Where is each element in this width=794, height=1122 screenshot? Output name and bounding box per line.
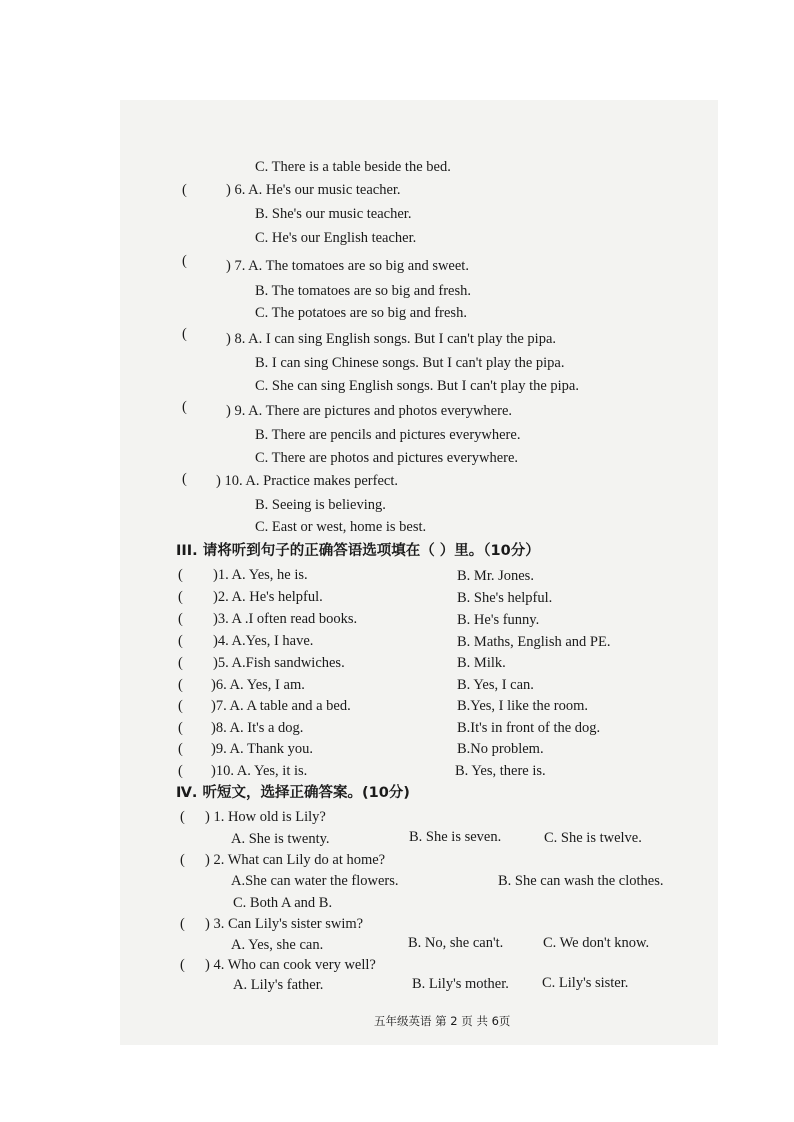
page-footer: 五年级英语 第 2 页 共 6页 bbox=[374, 1014, 511, 1028]
s3-q9-option-b: B.No problem. bbox=[457, 741, 544, 757]
s3-q8-option-b: B.It's in front of the dog. bbox=[457, 720, 601, 736]
answer-paren-open[interactable]: ( bbox=[180, 809, 185, 825]
s3-q10-option-b: B. Yes, there is. bbox=[455, 763, 546, 779]
s3-q1-option-b: B. Mr. Jones. bbox=[457, 568, 534, 584]
s4-q1-option-c: C. She is twelve. bbox=[544, 830, 642, 846]
s3-q7-option-b: B.Yes, I like the room. bbox=[457, 698, 589, 714]
section-3-heading: III. 请将听到句子的正确答语选项填在（ ）里。（10分） bbox=[176, 543, 540, 559]
q10-option-c: C. East or west, home is best. bbox=[255, 519, 427, 535]
q9-option-c: C. There are photos and pictures everywhere. bbox=[255, 450, 519, 466]
s3-q7-option-a: )7. A. A table and a bed. bbox=[211, 698, 351, 714]
answer-paren-open[interactable]: ( bbox=[182, 182, 187, 198]
q6-option-b: B. She's our music teacher. bbox=[255, 206, 412, 222]
s4-q3-question: ) 3. Can Lily's sister swim? bbox=[205, 916, 364, 932]
s3-q2-option-b: B. She's helpful. bbox=[457, 590, 553, 606]
s4-q1-option-b: B. She is seven. bbox=[409, 829, 502, 845]
section-4-heading: Ⅳ. 听短文，选择正确答案。(10分) bbox=[176, 785, 410, 801]
q7-option-a: ) 7. A. The tomatoes are so big and sweet. bbox=[226, 258, 469, 274]
answer-paren-open[interactable]: ( bbox=[182, 326, 187, 342]
s3-q3-option-a: )3. A .I often read books. bbox=[213, 611, 358, 627]
answer-paren-open[interactable]: ( bbox=[178, 763, 183, 779]
s4-q4-option-c: C. Lily's sister. bbox=[542, 975, 629, 991]
s3-q5-option-a: )5. A.Fish sandwiches. bbox=[213, 655, 345, 671]
q6-option-c: C. He's our English teacher. bbox=[255, 230, 417, 246]
q8-option-a: ) 8. A. I can sing English songs. But I can't play the pipa. bbox=[226, 331, 557, 347]
s3-q4-option-a: )4. A.Yes, I have. bbox=[213, 633, 314, 649]
s4-q3-option-b: B. No, she can't. bbox=[408, 935, 504, 951]
s3-q10-option-a: )10. A. Yes, it is. bbox=[211, 763, 308, 779]
q7-option-c: C. The potatoes are so big and fresh. bbox=[255, 305, 467, 321]
answer-paren-open[interactable]: ( bbox=[178, 611, 183, 627]
answer-paren-open[interactable]: ( bbox=[178, 741, 183, 757]
q8-option-c: C. She can sing English songs. But I can't play the pipa. bbox=[255, 378, 579, 394]
q9-option-b: B. There are pencils and pictures everywhere. bbox=[255, 427, 521, 443]
q10-option-b: B. Seeing is believing. bbox=[255, 497, 386, 513]
s4-q2-option-b: B. She can wash the clothes. bbox=[498, 873, 664, 889]
s3-q2-option-a: )2. A. He's helpful. bbox=[213, 589, 323, 605]
s4-q3-option-a: A. Yes, she can. bbox=[231, 937, 324, 953]
s3-q5-option-b: B. Milk. bbox=[457, 655, 506, 671]
answer-paren-open[interactable]: ( bbox=[182, 253, 187, 269]
s3-q8-option-a: )8. A. It's a dog. bbox=[211, 720, 304, 736]
s4-q1-option-a: A. She is twenty. bbox=[231, 831, 330, 847]
answer-paren-open[interactable]: ( bbox=[180, 957, 185, 973]
answer-paren-open[interactable]: ( bbox=[178, 698, 183, 714]
q9-option-a: ) 9. A. There are pictures and photos everywhere. bbox=[226, 403, 512, 419]
q8-option-b: B. I can sing Chinese songs. But I can't play the pipa. bbox=[255, 355, 565, 371]
q10-option-a: ) 10. A. Practice makes perfect. bbox=[216, 473, 398, 489]
s4-q2-option-c: C. Both A and B. bbox=[233, 895, 333, 911]
s3-q6-option-a: )6. A. Yes, I am. bbox=[211, 677, 305, 693]
s4-q3-option-c: C. We don't know. bbox=[543, 935, 650, 951]
answer-paren-open[interactable]: ( bbox=[178, 633, 183, 649]
s4-q2-question: ) 2. What can Lily do at home? bbox=[205, 852, 386, 868]
s4-q1-question: ) 1. How old is Lily? bbox=[205, 809, 326, 825]
q7-option-b: B. The tomatoes are so big and fresh. bbox=[255, 283, 471, 299]
answer-paren-open[interactable]: ( bbox=[178, 589, 183, 605]
answer-paren-open[interactable]: ( bbox=[178, 567, 183, 583]
s4-q4-option-b: B. Lily's mother. bbox=[412, 976, 509, 992]
s3-q9-option-a: )9. A. Thank you. bbox=[211, 741, 314, 757]
answer-paren-open[interactable]: ( bbox=[178, 720, 183, 736]
answer-paren-open[interactable]: ( bbox=[178, 677, 183, 693]
s3-q4-option-b: B. Maths, English and PE. bbox=[457, 634, 611, 650]
s3-q3-option-b: B. He's funny. bbox=[457, 612, 540, 628]
answer-paren-open[interactable]: ( bbox=[180, 916, 185, 932]
q5-option-c: C. There is a table beside the bed. bbox=[255, 159, 451, 175]
exam-paper bbox=[120, 100, 718, 1045]
answer-paren-open[interactable]: ( bbox=[182, 471, 187, 487]
s4-q2-option-a: A.She can water the flowers. bbox=[231, 873, 399, 889]
q6-option-a: ) 6. A. He's our music teacher. bbox=[226, 182, 401, 198]
s3-q6-option-b: B. Yes, I can. bbox=[457, 677, 534, 693]
s4-q4-option-a: A. Lily's father. bbox=[233, 977, 324, 993]
answer-paren-open[interactable]: ( bbox=[180, 852, 185, 868]
answer-paren-open[interactable]: ( bbox=[178, 655, 183, 671]
s4-q4-question: ) 4. Who can cook very well? bbox=[205, 957, 376, 973]
answer-paren-open[interactable]: ( bbox=[182, 399, 187, 415]
s3-q1-option-a: )1. A. Yes, he is. bbox=[213, 567, 308, 583]
